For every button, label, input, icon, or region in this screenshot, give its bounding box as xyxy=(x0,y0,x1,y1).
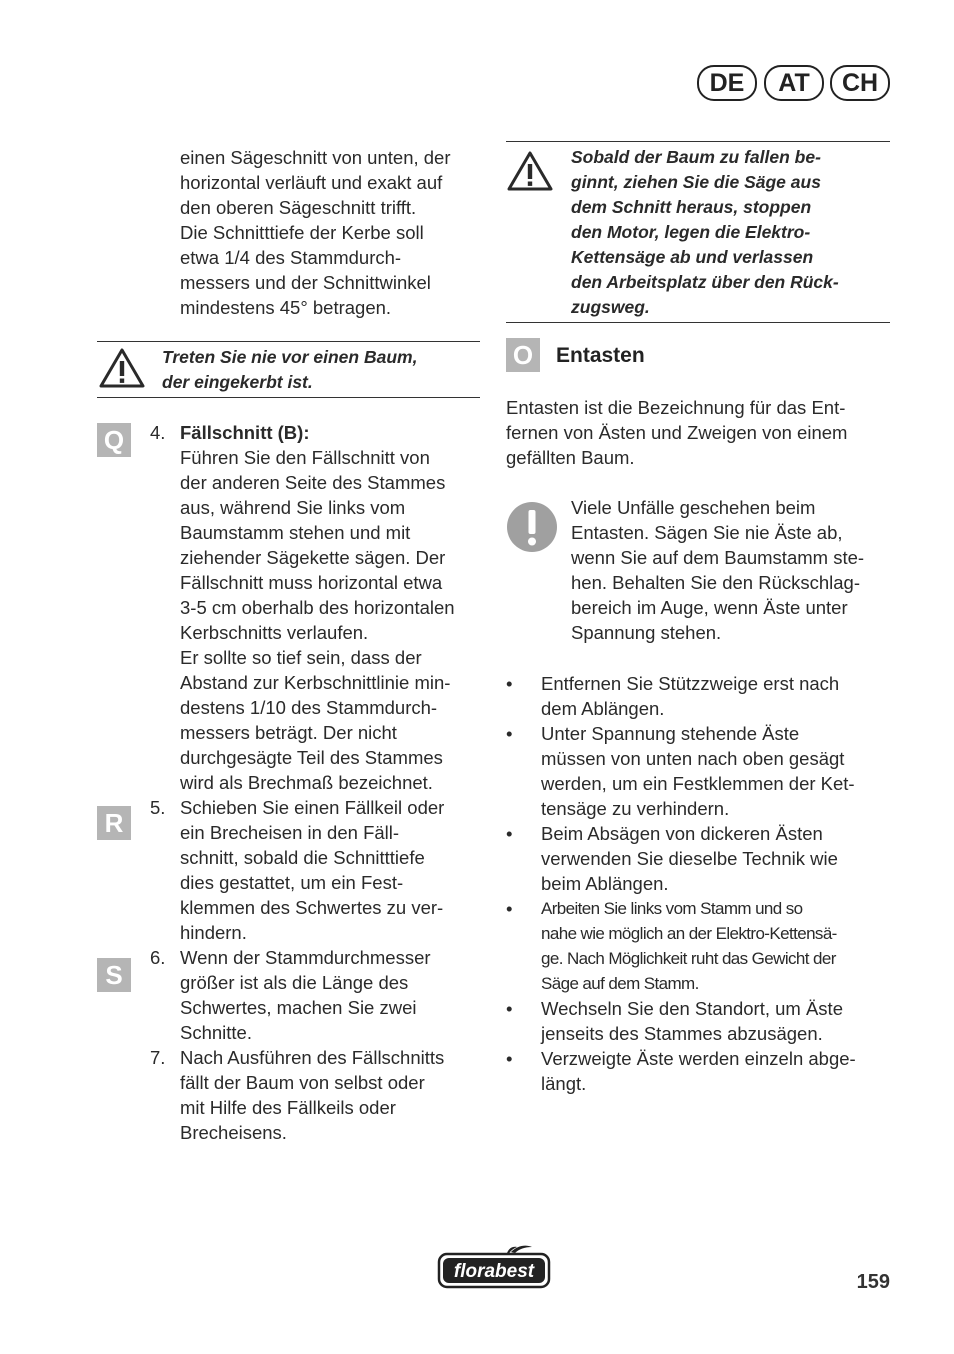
text-line: Beim Absägen von dickeren Ästen xyxy=(541,823,823,844)
text-line: mindestens 45° betragen. xyxy=(180,297,392,318)
text-line: Abstand zur Kerbschnittlinie min- xyxy=(180,672,451,693)
text-line: Schwertes, machen Sie zwei xyxy=(180,997,417,1018)
text-line: Brecheisens. xyxy=(180,1122,287,1143)
step-title: Fällschnitt (B): xyxy=(180,422,310,443)
text-line: einen Sägeschnitt von unten, der xyxy=(180,147,451,168)
text-line: den Arbeitsplatz über den Rück- xyxy=(571,272,839,292)
text-line: Arbeiten Sie links vom Stamm und so xyxy=(541,899,803,918)
text-line: dem Schnitt heraus, stoppen xyxy=(571,197,812,217)
left-warning-top-rule xyxy=(97,341,480,342)
step-number: 7. xyxy=(150,1047,166,1068)
text-line: Entfernen Sie Stützzweige erst nach xyxy=(541,673,840,694)
page-number: 159 xyxy=(856,1271,890,1293)
bullet-list xyxy=(506,671,896,1096)
text-line: tensäge zu verhindern. xyxy=(541,798,730,819)
text-line: den oberen Sägeschnitt trifft. xyxy=(180,197,417,218)
text-line: horizontal verläuft und exakt auf xyxy=(180,172,443,193)
text-line: durchgesägte Teil des Stammes xyxy=(180,747,443,768)
right-warning-bottom-rule xyxy=(506,322,890,323)
text-line: der eingekerbt ist. xyxy=(162,372,313,392)
text-line: Baumstamm stehen und mit xyxy=(180,522,411,543)
list-item xyxy=(506,821,896,896)
right-warning-top-rule xyxy=(506,141,890,142)
list-item xyxy=(506,1046,896,1096)
text-line: dies gestattet, um ein Fest- xyxy=(180,872,404,893)
text-line: wenn Sie auf dem Baumstamm ste- xyxy=(571,547,865,568)
text-line: etwa 1/4 des Stammdurch- xyxy=(180,247,402,268)
florabest-logo xyxy=(437,1244,551,1290)
text-line: 3-5 cm oberhalb des horizontalen xyxy=(180,597,455,618)
warning-triangle-icon xyxy=(506,150,554,192)
text-line: Entasten ist die Bezeichnung für das Ent- xyxy=(506,397,846,418)
notice-text xyxy=(571,495,896,645)
text-line: Säge auf dem Stamm. xyxy=(541,974,699,993)
lang-badge-at: AT xyxy=(764,65,824,101)
text-line: messers beträgt. Der nicht xyxy=(180,722,397,743)
text-line: beim Ablängen. xyxy=(541,873,669,894)
text-line: Viele Unfälle geschehen beim xyxy=(571,497,816,518)
list-item xyxy=(506,896,896,996)
text-line: Treten Sie nie vor einen Baum, xyxy=(162,347,418,367)
list-item xyxy=(506,996,896,1046)
text-line: messers und der Schnittwinkel xyxy=(180,272,431,293)
text-line: Schieben Sie einen Fällkeil oder xyxy=(180,797,445,818)
left-warning-bottom-rule xyxy=(97,397,480,398)
text-line: bereich im Auge, wenn Äste unter xyxy=(571,597,848,618)
step-number: 4. xyxy=(150,422,166,443)
text-line: jenseits des Stammes abzusägen. xyxy=(541,1023,823,1044)
step-number: 6. xyxy=(150,947,166,968)
text-line: Wenn der Stammdurchmesser xyxy=(180,947,431,968)
left-warning-text xyxy=(162,345,482,395)
exclamation-icon xyxy=(506,501,558,553)
figure-badge-q: Q xyxy=(97,423,131,457)
step-6 xyxy=(150,945,485,1045)
text-line: ge. Nach Möglichkeit ruht das Gewicht der xyxy=(541,949,836,968)
step-5 xyxy=(150,795,485,945)
right-warning-text xyxy=(571,145,901,320)
section-title: Entasten xyxy=(556,344,645,367)
bullet-icon: • xyxy=(506,673,513,694)
section-badge-o: O xyxy=(506,338,540,372)
text-line: ein Brecheisen in den Fäll- xyxy=(180,822,400,843)
figure-badge-r: R xyxy=(97,806,131,840)
text-line: Entasten. Sägen Sie nie Äste ab, xyxy=(571,522,843,543)
text-line: Verzweigte Äste werden einzeln abge- xyxy=(541,1048,856,1069)
text-line: Spannung stehen. xyxy=(571,622,722,643)
text-line: ziehender Sägekette sägen. Der xyxy=(180,547,446,568)
bullet-icon: • xyxy=(506,998,513,1019)
text-line: hindern. xyxy=(180,922,247,943)
text-line: größer ist als die Länge des xyxy=(180,972,409,993)
text-line: hen. Behalten Sie den Rückschlag- xyxy=(571,572,860,593)
text-line: Wechseln Sie den Standort, um Äste xyxy=(541,998,843,1019)
text-line: dem Ablängen. xyxy=(541,698,665,719)
text-line: schnitt, sobald die Schnitttiefe xyxy=(180,847,425,868)
text-line: klemmen des Schwertes zu ver- xyxy=(180,897,444,918)
text-line: Fällschnitt muss horizontal etwa xyxy=(180,572,443,593)
text-line: Er sollte so tief sein, dass der xyxy=(180,647,422,668)
text-line: werden, um ein Festklemmen der Ket- xyxy=(541,773,855,794)
text-line: wird als Brechmaß bezeichnet. xyxy=(180,772,433,793)
text-line: Sobald der Baum zu fallen be- xyxy=(571,147,821,167)
text-line: fernen von Ästen und Zweigen von einem xyxy=(506,422,848,443)
bullet-icon: • xyxy=(506,898,513,919)
lang-badge-ch: CH xyxy=(830,65,890,101)
step-number: 5. xyxy=(150,797,166,818)
text-line: den Motor, legen die Elektro- xyxy=(571,222,811,242)
bullet-icon: • xyxy=(506,723,513,744)
text-line: Kettensäge ab und verlassen xyxy=(571,247,814,267)
left-intro-paragraph xyxy=(180,145,485,320)
bullet-icon: • xyxy=(506,823,513,844)
warning-triangle-icon xyxy=(98,347,146,389)
text-line: destens 1/10 des Stammdurch- xyxy=(180,697,438,718)
text-line: müssen von unten nach oben gesägt xyxy=(541,748,845,769)
text-line: mit Hilfe des Fällkeils oder xyxy=(180,1097,396,1118)
list-item xyxy=(506,671,896,721)
text-line: nahe wie möglich an der Elektro-Kettensä- xyxy=(541,924,837,943)
text-line: fällt der Baum von selbst oder xyxy=(180,1072,425,1093)
text-line: Die Schnitttiefe der Kerbe soll xyxy=(180,222,424,243)
text-line: Nach Ausführen des Fällschnitts xyxy=(180,1047,445,1068)
text-line: gefällten Baum. xyxy=(506,447,635,468)
text-line: der anderen Seite des Stammes xyxy=(180,472,446,493)
text-line: Schnitte. xyxy=(180,1022,252,1043)
lang-badge-de: DE xyxy=(697,65,757,101)
logo-text: florabest xyxy=(453,1261,535,1282)
step-7 xyxy=(150,1045,485,1145)
step-4 xyxy=(150,420,485,795)
list-item xyxy=(506,721,896,821)
text-line: ginnt, ziehen Sie die Säge aus xyxy=(571,172,821,192)
text-line: zugsweg. xyxy=(571,297,650,317)
bullet-icon: • xyxy=(506,1048,513,1069)
text-line: Führen Sie den Fällschnitt von xyxy=(180,447,430,468)
text-line: verwenden Sie dieselbe Technik wie xyxy=(541,848,838,869)
text-line: aus, während Sie links vom xyxy=(180,497,406,518)
figure-badge-s: S xyxy=(97,958,131,992)
text-line: Kerbschnitts verlaufen. xyxy=(180,622,369,643)
text-line: Unter Spannung stehende Äste xyxy=(541,723,800,744)
right-intro-paragraph xyxy=(506,395,896,470)
text-line: längt. xyxy=(541,1073,587,1094)
